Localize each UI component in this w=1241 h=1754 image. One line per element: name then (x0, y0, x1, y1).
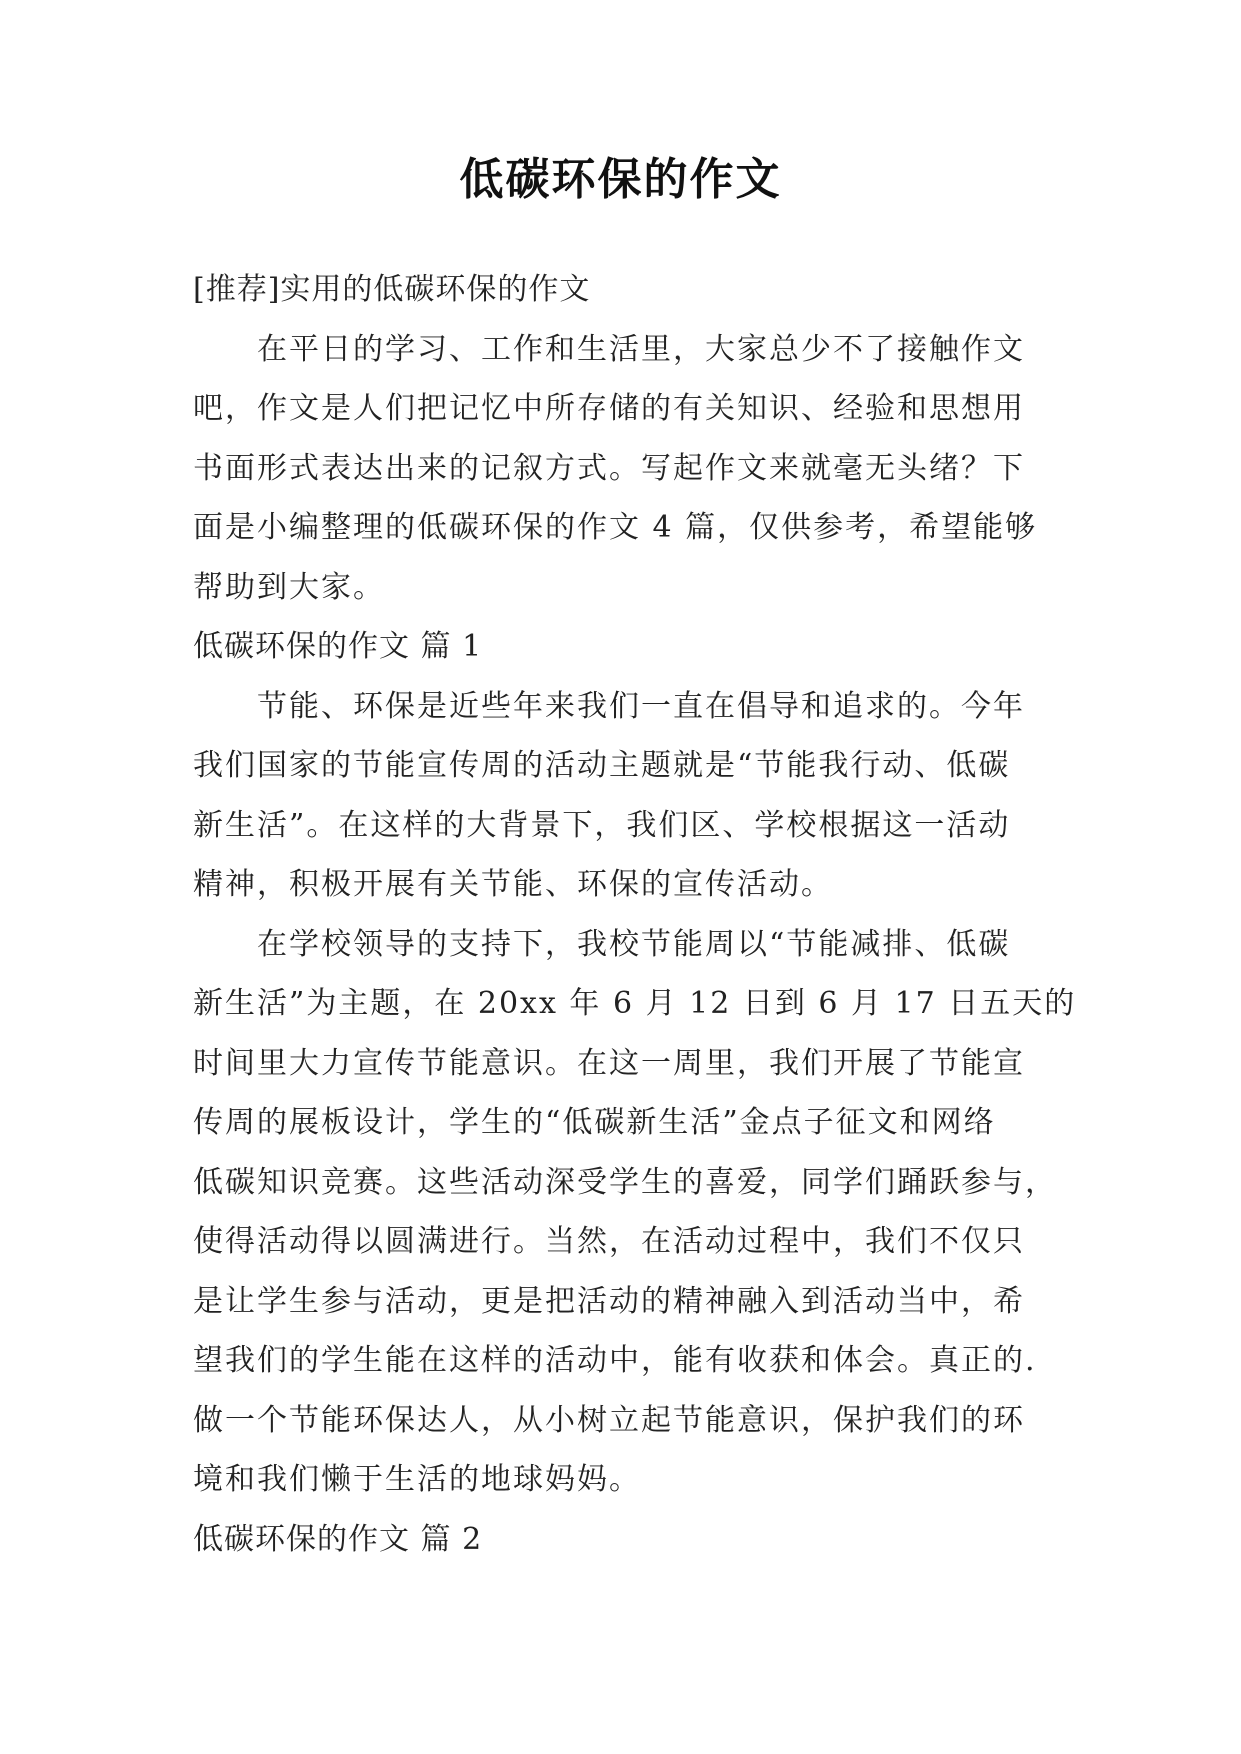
text-line: 节能、环保是近些年来我们一直在倡导和追求的。今年 (257, 688, 1025, 724)
document-title: 低碳环保的作文 (459, 154, 782, 205)
text-line: 望我们的学生能在这样的活动中，能有收获和体会。真正的. (193, 1343, 1037, 1378)
text-line: 帮助到大家。 (193, 569, 385, 605)
text-line: 在平日的学习、工作和生活里，大家总少不了接触作文 (257, 331, 1025, 367)
text-line: 是让学生参与活动，更是把活动的精神融入到活动当中，希 (193, 1283, 1025, 1319)
text-line: 新生活”为主题，在 20xx 年 6 月 12 日到 6 月 17 日五天的 (193, 986, 1077, 1021)
text-line: 书面形式表达出来的记叙方式。写起作文来就毫无头绪？下 (193, 450, 1025, 486)
text-line: 我们国家的节能宣传周的活动主题就是“节能我行动、低碳 (193, 748, 1011, 783)
document-body (193, 260, 1077, 1569)
text-line: 精神，积极开展有关节能、环保的宣传活动。 (193, 867, 833, 902)
section-heading: 低碳环保的作文 篇 1 (193, 629, 483, 664)
text-line: 时间里大力宣传节能意识。在这一周里，我们开展了节能宣 (193, 1045, 1025, 1081)
text-line: 境和我们懒于生活的地球妈妈。 (193, 1462, 641, 1497)
text-line: 在学校领导的支持下，我校节能周以“节能减排、低碳 (257, 926, 1011, 962)
text-line: 做一个节能环保达人，从小树立起节能意识，保护我们的环 (193, 1402, 1025, 1438)
text-line: 传周的展板设计，学生的“低碳新生活”金点子征文和网络 (193, 1105, 996, 1140)
text-line: [推荐]实用的低碳环保的作文 (193, 272, 591, 307)
text-line: 新生活”。在这样的大背景下，我们区、学校根据这一活动 (193, 807, 1011, 843)
text-line: 使得活动得以圆满进行。当然，在活动过程中，我们不仅只 (193, 1224, 1025, 1259)
text-line: 面是小编整理的低碳环保的作文 4 篇，仅供参考，希望能够 (193, 510, 1038, 545)
text-line: 吧，作文是人们把记忆中所存储的有关知识、经验和思想用 (193, 391, 1025, 426)
text-line: 低碳知识竞赛。这些活动深受学生的喜爱，同学们踊跃参与， (193, 1164, 1057, 1200)
section-heading: 低碳环保的作文 篇 2 (193, 1521, 483, 1557)
